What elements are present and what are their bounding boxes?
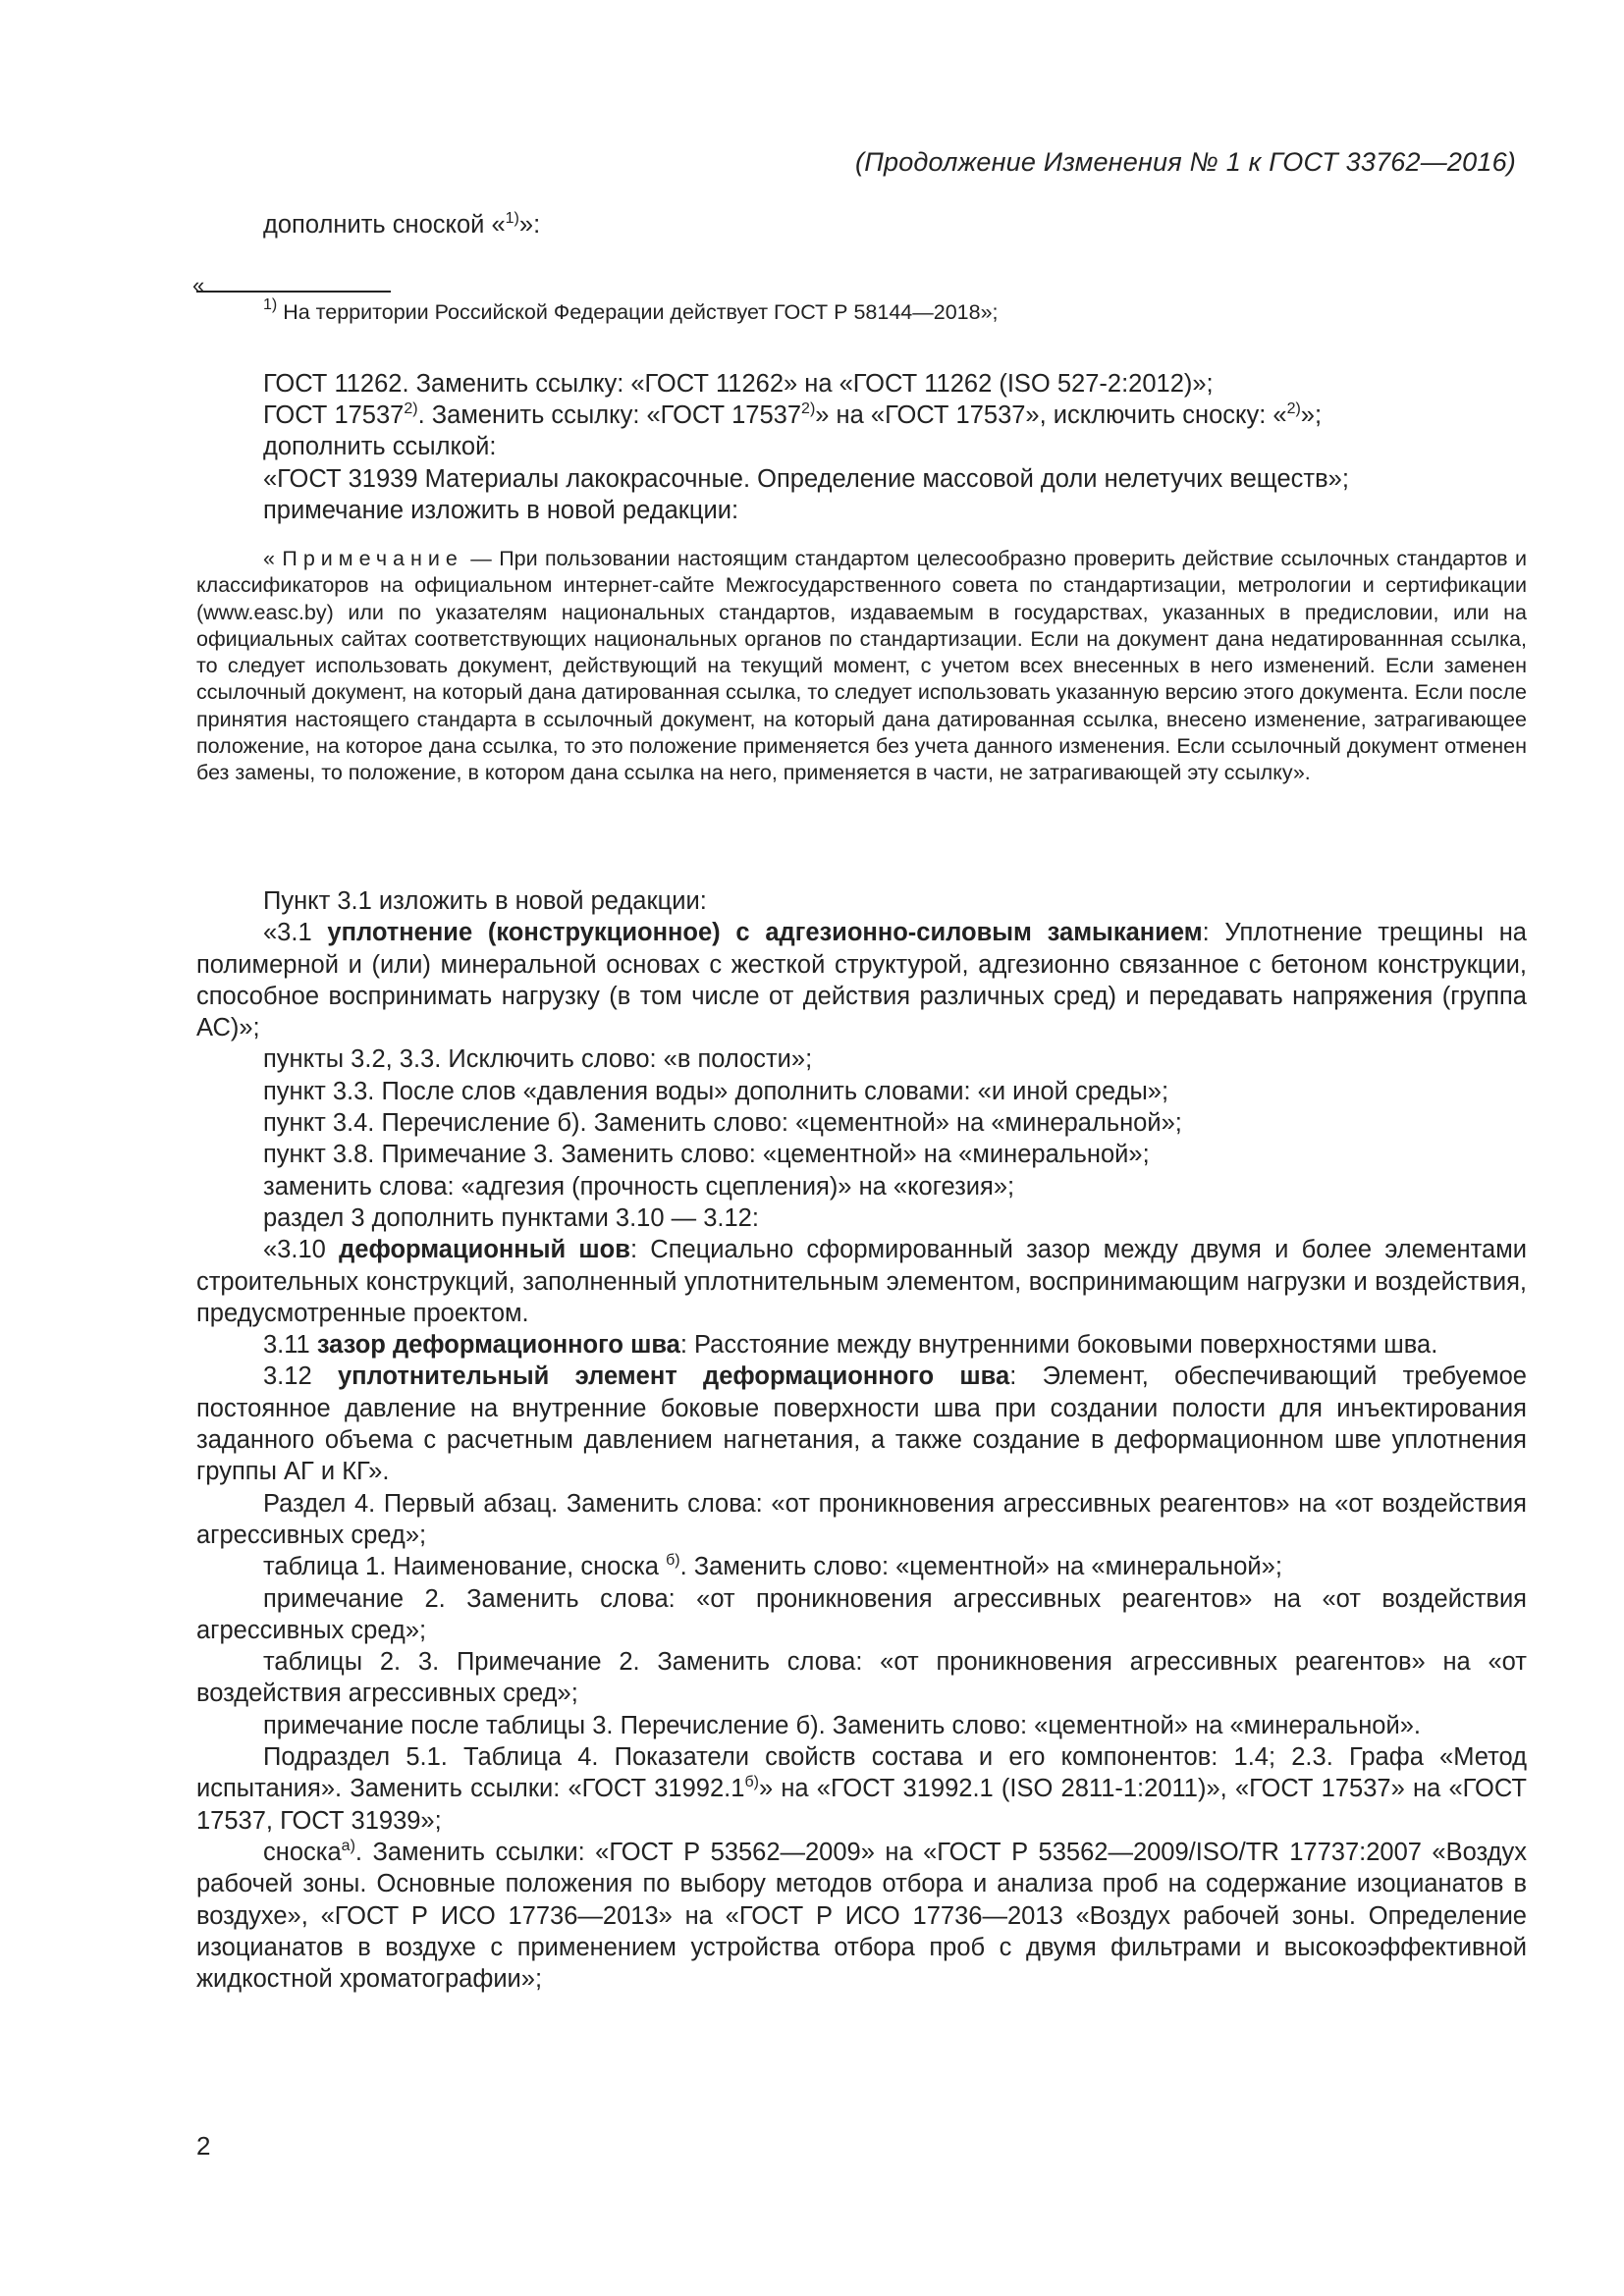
- note-label: Примечание: [282, 547, 463, 570]
- page-header: (Продолжение Изменения № 1 к ГОСТ 33762—2016): [855, 147, 1516, 177]
- paragraph: пункт 3.8. Примечание 3. Заменить слово: «цементной» на «минеральной»;: [263, 1141, 1150, 1169]
- paragraph: Раздел 4. Первый абзац. Заменить слова: «от проникновения агрессивных реагентов» на «от воздействия агрессивных сред»;: [196, 1489, 1527, 1549]
- page-number: 2: [196, 2131, 211, 2161]
- paragraph: таблицы 2. 3. Примечание 2. Заменить слова: «от проникновения агрессивных реагентов» на «от воздействия агрессивных сред»;: [196, 1648, 1527, 1708]
- intro-text: дополнить сноской «: [263, 211, 506, 239]
- footnote: [263, 296, 999, 325]
- intro-line: [196, 209, 1527, 240]
- references-block: [263, 368, 1530, 526]
- paragraph: 3.12 уплотнительный элемент деформационного шва: Элемент, обеспечивающий требуемое постоянное давление на внутренние боковые поверхности шва при создании полости для инъектирования заданного объема с расчетным давлением нагнетания, а также создание в деформационном шве уплотнения группы АГ и КГ».: [196, 1362, 1527, 1486]
- ref-line-1: ГОСТ 11262. Заменить ссылку: «ГОСТ 11262» на «ГОСТ 11262 (ISO 527-2:2012)»;: [263, 370, 1214, 398]
- footnote-sup: 1): [263, 296, 278, 313]
- footnote-separator: [196, 291, 391, 293]
- paragraph: пункты 3.2, 3.3. Исключить слово: «в полости»;: [263, 1045, 813, 1074]
- paragraph: заменить слова: «адгезия (прочность сцепления)» на «когезия»;: [263, 1172, 1015, 1201]
- ref-line-4: «ГОСТ 31939 Материалы лакокрасочные. Определение массовой доли нелетучих веществ»;: [263, 464, 1349, 493]
- paragraph: «3.10 деформационный шов: Специально сформированный зазор между двумя и более элементами строительных конструкций, заполненный уплотнительным элементом, воспринимающим нагрузки и воздействия, предусмотренные проектом.: [196, 1236, 1527, 1327]
- ref-line-3: дополнить ссылкой:: [263, 433, 497, 461]
- paragraph: таблица 1. Наименование, сноска $^{б)}$. Заменить слово: «цементной» на «минеральной»;: [263, 1552, 1282, 1581]
- paragraph: пункт 3.4. Перечисление б). Заменить слово: «цементной» на «минеральной»;: [263, 1109, 1182, 1138]
- note-text: — При пользовании настоящим стандартом целесообразно проверить действие ссылочных стандартов и классификаторов на официальном интернет-сайте Межгосударственного совета по стандартизации, метрологии и сертификации (www.easc.by) или по указателям национальных стандартов, издаваемым в государствах, указанных в предисловии, или на официальных сайтах соответствующих национальных органов по стандартизации. Если на документ дана недатированнная ссылка, то следует использовать документ, действующий на текущий момент, с учетом всех внесенных в него изменений. Если заменен ссылочный документ, на который дана датированная ссылка, то следует использовать указанную версию этого документа. Если после принятия настоящего стандарта в ссылочный документ, на который дана датированная ссылка, внесено изменение, затрагивающее положение, на которое дана ссылка, то это положение применяется без учета данного изменения. Если ссылочный документ отменен без замены, то положение, в котором дана ссылка на него, применяется в части, не затрагивающей эту ссылку».: [196, 547, 1527, 785]
- paragraph: примечание после таблицы 3. Перечисление б). Заменить слово: «цементной» на «минеральной».: [263, 1711, 1421, 1739]
- note-paragraph: « Примечание — При пользовании настоящим стандартом целесообразно проверить действие ссылочных стандартов и классификаторов на официальном интернет-сайте Межгосударственного совета по стандартизации, метрологии и сертификации (www.easc.by) или по указателям национальных стандартов, издаваемым в государствах, указанных в предисловии, или на официальных сайтах соответствующих национальных органов по стандартизации. Если на документ дана недатированнная ссылка, то следует использовать документ, действующий на текущий момент, с учетом всех внесенных в него изменений. Если заменен ссылочный документ, на который дана датированная ссылка, то следует использовать указанную версию этого документа. Если после принятия настоящего стандарта в ссылочный документ, на который дана датированная ссылка, внесено изменение, затрагивающее положение, на которое дана ссылка, то это положение применяется без учета данного изменения. Если ссылочный документ отменен без замены, то положение, в котором дана ссылка на него, применяется в части, не затрагивающей эту ссылку».: [196, 547, 1527, 785]
- paragraph: Пункт 3.1 изложить в новой редакции:: [263, 887, 707, 915]
- intro-sup: 1): [505, 210, 519, 227]
- paragraph: раздел 3 дополнить пунктами 3.10 — 3.12:: [263, 1203, 759, 1232]
- main-content: [196, 885, 1527, 1995]
- intro-tail: »:: [518, 211, 541, 239]
- footnote-text: На территории Российской Федерации действует ГОСТ Р 58144—2018»;: [277, 300, 999, 324]
- paragraph: Подраздел 5.1. Таблица 4. Показатели свойств состава и его компонентов: 1.4; 2.3. Графа «Метод испытания». Заменить ссылки: «ГОСТ $31992.1^{б)}$» на «ГОСТ 31992.1 (ISO 2811-1:2011)», «ГОСТ 17537» на «ГОСТ 17537, ГОСТ 31939»;: [196, 1743, 1527, 1835]
- paragraph: пункт 3.3. После слов «давления воды» дополнить словами: «и иной среды»;: [263, 1077, 1169, 1105]
- footnote-quote: «: [192, 273, 205, 297]
- paragraph: «3.1 уплотнение (конструкционное) с адгезионно-силовым замыканием: Уплотнение трещины на полимерной и (или) минеральной основах с жесткой структурой, адгезионно связанное с бетоном конструкции, способное воспринимать нагрузку (в том числе от действия различных сред) и передавать напряжения (группа АС)»;: [196, 919, 1527, 1042]
- paragraph: примечание 2. Заменить слова: «от проникновения агрессивных реагентов» на «от воздействия агрессивных сред»;: [196, 1584, 1527, 1644]
- ref-line-5: примечание изложить в новой редакции:: [263, 496, 739, 524]
- paragraph: 3.11 зазор деформационного шва: Расстояние между внутренними боковыми поверхностями шва.: [263, 1331, 1438, 1360]
- ref-line-2: ГОСТ 17537$^{2)}$. Заменить ссылку: «ГОСТ 17537$^{2)}$» на «ГОСТ 17537», исключить сноску: «$^{2)}$»;: [263, 400, 1323, 430]
- paragraph: сноска$^{а)}$. Заменить ссылки: «ГОСТ Р 53562—2009» на «ГОСТ Р 53562—2009/ISO/TR 17737:2007 «Воздух рабочей зоны. Основные положения по выбору методов отбора и анализа проб на содержание изоцианатов в воздухе», «ГОСТ Р ИСО 17736—2013» на «ГОСТ Р ИСО 17736—2013 «Воздух рабочей зоны. Определение изоцианатов в воздухе с применением устройства отбора проб с двумя фильтрами и высокоэффективной жидкостной хроматографии»;: [196, 1837, 1527, 1994]
